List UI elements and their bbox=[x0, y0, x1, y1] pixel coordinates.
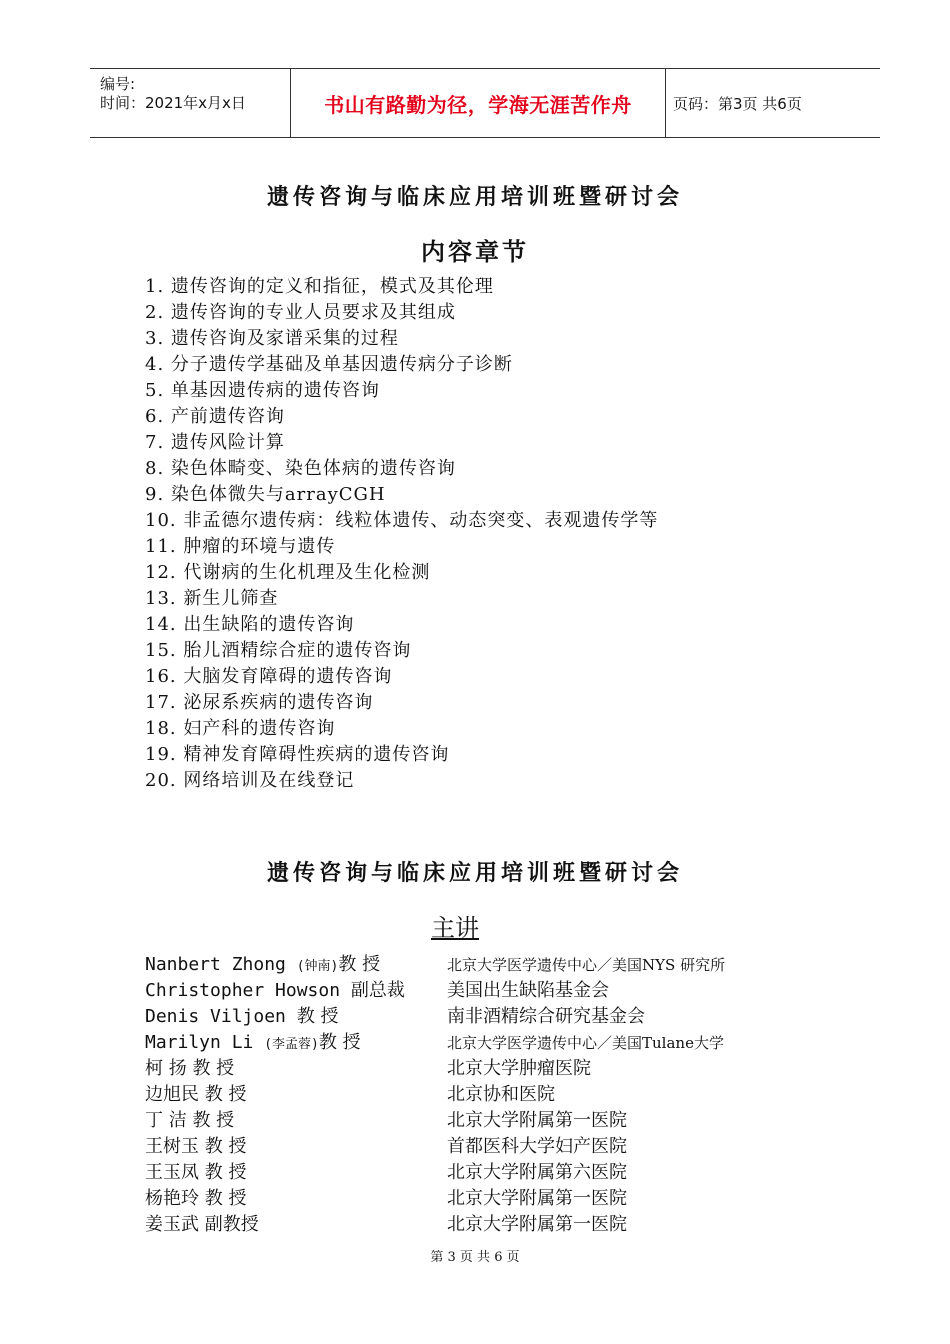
code-label: 编号: bbox=[100, 75, 136, 93]
list-item: 4. 分子遗传学基础及单基因遗传病分子诊断 bbox=[145, 354, 513, 375]
list-item: 14. 出生缺陷的遗传咨询 bbox=[145, 614, 355, 635]
list-item: 9. 染色体微失与arrayCGH bbox=[145, 484, 386, 505]
speaker-name: Christopher Howson 副总裁 bbox=[145, 980, 405, 1001]
speaker-org: 北京大学附属第六医院 bbox=[447, 1162, 627, 1183]
speaker-row bbox=[145, 952, 845, 978]
list-item: 2. 遗传咨询的专业人员要求及其组成 bbox=[145, 302, 456, 323]
list-item: 5. 单基因遗传病的遗传咨询 bbox=[145, 380, 380, 401]
list-item: 1. 遗传咨询的定义和指征，模式及其伦理 bbox=[145, 276, 494, 297]
speaker-org: 北京大学附属第一医院 bbox=[447, 1110, 627, 1131]
header-left-cell bbox=[90, 69, 290, 137]
list-item: 12. 代谢病的生化机理及生化检测 bbox=[145, 562, 431, 583]
section2-title: 遗传咨询与临床应用培训班暨研讨会 bbox=[266, 860, 683, 886]
speaker-name: 杨艳玲 教 授 bbox=[145, 1188, 247, 1209]
speaker-name: 柯 扬 教 授 bbox=[145, 1058, 235, 1079]
time-label: 时间：2021年x月x日 bbox=[100, 94, 246, 112]
contents-list bbox=[145, 274, 658, 794]
list-item: 10. 非孟德尔遗传病：线粒体遗传、动态突变、表观遗传学等 bbox=[145, 510, 659, 531]
speaker-name: 边旭民 教 授 bbox=[145, 1084, 247, 1105]
speaker-name: 王玉凤 教 授 bbox=[145, 1162, 247, 1183]
list-item: 6. 产前遗传咨询 bbox=[145, 406, 285, 427]
speaker-org: 北京大学医学遗传中心／美国NYS 研究所 bbox=[447, 956, 726, 974]
speaker-org: 南非酒精综合研究基金会 bbox=[447, 1006, 645, 1027]
section2-subtitle: 主讲 bbox=[431, 914, 479, 942]
motto-text: 书山有路勤为径，学海无涯苦作舟 bbox=[324, 92, 632, 117]
list-item: 20. 网络培训及在线登记 bbox=[145, 770, 355, 791]
list-item: 11. 肿瘤的环境与遗传 bbox=[145, 536, 336, 557]
list-item: 3. 遗传咨询及家谱采集的过程 bbox=[145, 328, 399, 349]
speaker-org: 北京大学附属第一医院 bbox=[447, 1188, 627, 1209]
speaker-name: 王树玉 教 授 bbox=[145, 1136, 247, 1157]
list-item: 8. 染色体畸变、染色体病的遗传咨询 bbox=[145, 458, 456, 479]
list-item: 19. 精神发育障碍性疾病的遗传咨询 bbox=[145, 744, 450, 765]
speaker-row bbox=[145, 1082, 845, 1108]
page-header bbox=[90, 68, 880, 138]
speaker-name: Nanbert Zhong (钟南)教 授 bbox=[145, 954, 381, 975]
list-item: 16. 大脑发育障碍的遗传咨询 bbox=[145, 666, 393, 687]
speaker-org: 北京协和医院 bbox=[447, 1084, 555, 1105]
speaker-row bbox=[145, 1056, 845, 1082]
speaker-org: 美国出生缺陷基金会 bbox=[447, 980, 609, 1001]
list-item: 13. 新生儿筛查 bbox=[145, 588, 279, 609]
section1-subtitle: 内容章节 bbox=[421, 237, 529, 266]
list-item: 17. 泌尿系疾病的遗传咨询 bbox=[145, 692, 374, 713]
list-item: 15. 胎儿酒精综合症的遗传咨询 bbox=[145, 640, 412, 661]
speaker-name: 姜玉武 副教授 bbox=[145, 1214, 259, 1235]
speaker-list bbox=[145, 952, 845, 1238]
section1-title: 遗传咨询与临床应用培训班暨研讨会 bbox=[266, 184, 683, 210]
page-footer: 第 3 页 共 6 页 bbox=[430, 1250, 520, 1265]
speaker-row bbox=[145, 1004, 845, 1030]
speaker-org: 首都医科大学妇产医院 bbox=[447, 1136, 627, 1157]
speaker-row bbox=[145, 1212, 845, 1238]
speaker-org: 北京大学医学遗传中心／美国Tulane大学 bbox=[447, 1034, 724, 1052]
speaker-row bbox=[145, 1186, 845, 1212]
speaker-row bbox=[145, 1134, 845, 1160]
speaker-row bbox=[145, 1030, 845, 1056]
speaker-org: 北京大学附属第一医院 bbox=[447, 1214, 627, 1235]
speaker-row bbox=[145, 978, 845, 1004]
speaker-name: Marilyn Li (李孟蓉)教 授 bbox=[145, 1032, 361, 1053]
list-item: 18. 妇产科的遗传咨询 bbox=[145, 718, 336, 739]
page-info: 页码：第3页 共6页 bbox=[673, 94, 802, 113]
speaker-name: Denis Viljoen 教 授 bbox=[145, 1006, 339, 1027]
header-page-cell bbox=[665, 69, 880, 137]
list-item: 7. 遗传风险计算 bbox=[145, 432, 285, 453]
speaker-org: 北京大学肿瘤医院 bbox=[447, 1058, 591, 1079]
speaker-row bbox=[145, 1160, 845, 1186]
header-motto-cell bbox=[290, 69, 666, 137]
speaker-name: 丁 洁 教 授 bbox=[145, 1110, 235, 1131]
speaker-row bbox=[145, 1108, 845, 1134]
